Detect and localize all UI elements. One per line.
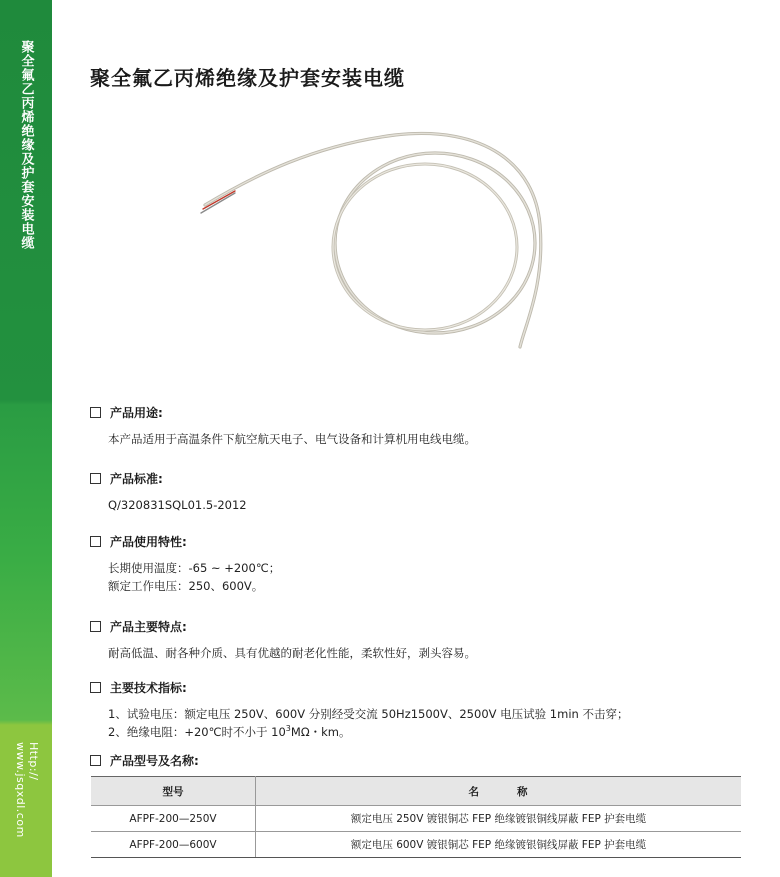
- table-header-row: [91, 777, 741, 806]
- section-heading: 产品标准:: [110, 472, 163, 486]
- insulation-suffix: MΩ・km。: [290, 725, 351, 739]
- section-heading: 产品主要特点:: [110, 620, 187, 634]
- section-heading: 产品使用特性:: [110, 535, 187, 549]
- checkbox-icon: [90, 682, 101, 693]
- name-cell: 额定电压 250V 镀银铜芯 FEP 绝缘镀银铜线屏蔽 FEP 护套电缆: [256, 806, 742, 832]
- section-specs: [90, 679, 628, 741]
- section-heading: 产品型号及名称:: [110, 754, 199, 768]
- section-models: [90, 752, 199, 769]
- sidebar-title: 聚全氟乙丙烯绝缘及护套安装电缆: [18, 40, 34, 250]
- column-header-name: 名称: [256, 777, 742, 806]
- table-row: [91, 806, 741, 832]
- section-standard: [90, 470, 247, 514]
- model-cell: AFPF-200—600V: [91, 832, 256, 858]
- table-row: [91, 832, 741, 858]
- website-url[interactable]: Http:// www.jsqxdl.com: [14, 742, 40, 838]
- section-text: 额定工作电压：250、600V。: [108, 579, 264, 593]
- checkbox-icon: [90, 473, 101, 484]
- insulation-resistance-text: [108, 723, 628, 741]
- checkbox-icon: [90, 536, 101, 547]
- page-title: 聚全氟乙丙烯绝缘及护套安装电缆: [90, 66, 405, 90]
- model-cell: AFPF-200—250V: [91, 806, 256, 832]
- model-table: [91, 776, 741, 858]
- section-usage: [90, 404, 476, 448]
- section-text: 本产品适用于高温条件下航空航天电子、电气设备和计算机用电线电缆。: [108, 432, 476, 446]
- section-characteristics: [90, 533, 280, 595]
- name-cell: 额定电压 600V 镀银铜芯 FEP 绝缘镀银铜线屏蔽 FEP 护套电缆: [256, 832, 742, 858]
- section-text: Q/320831SQL01.5-2012: [108, 498, 247, 512]
- section-heading: 主要技术指标:: [110, 681, 187, 695]
- cable-coil-image: [195, 125, 555, 355]
- sidebar: [0, 0, 52, 877]
- section-text: 长期使用温度：-65 ~ +200℃；: [108, 561, 281, 575]
- insulation-exponent: 3: [285, 724, 291, 734]
- column-header-model: 型号: [91, 777, 256, 806]
- section-heading: 产品用途:: [110, 406, 163, 420]
- section-text: 1、试验电压：额定电压 250V、600V 分别经受交流 50Hz1500V、2500V 电压试验 1min 不击穿；: [108, 707, 629, 721]
- checkbox-icon: [90, 621, 101, 632]
- checkbox-icon: [90, 755, 101, 766]
- checkbox-icon: [90, 407, 101, 418]
- insulation-prefix: 2、绝缘电阻：+20℃时不小于 10: [108, 725, 286, 739]
- section-features: [90, 618, 476, 662]
- section-text: 耐高低温、耐各种介质、具有优越的耐老化性能，柔软性好，剥头容易。: [108, 646, 476, 660]
